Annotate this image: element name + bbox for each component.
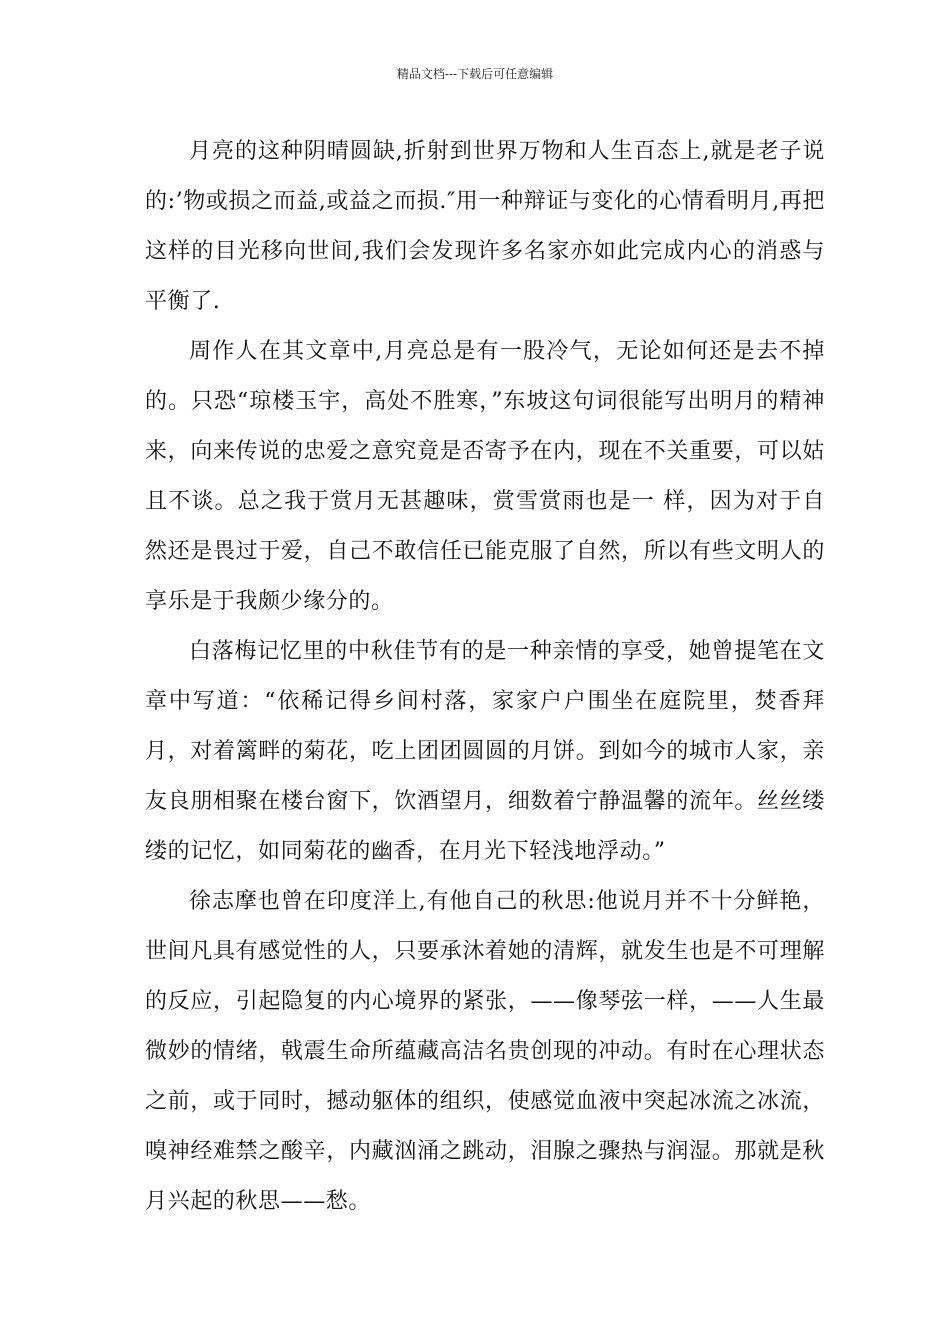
document-body (145, 127, 825, 1227)
paragraph-3: 白落梅记忆里的中秋佳节有的是一种亲情的享受，她曾提笔在文章中写道：“依稀记得乡间村落，家家户户围坐在庭院里，焚香拜月，对着篱畔的菊花，吃上团团圆圆的月饼。到如今的城市人家，亲友良朋相聚在楼台窗下，饮酒望月，细数着宁静温馨的流年。丝丝缕缕的记忆，如同菊花的幽香，在月光下轻浅地浮动。” (145, 639, 825, 864)
page-header: 精品文档---下载后可任意编辑 (396, 67, 554, 81)
paragraph-1: 月亮的这种阴晴圆缺,折射到世界万物和人生百态上,就是老子说的:’物或损之而益,或益之而损.″用一种辩证与变化的心情看明月,再把这样的目光移向世间,我们会发现许多名家亦如此完成内心的消惑与平衡了. (145, 139, 826, 314)
paragraph-4: 徐志摩也曾在印度洋上,有他自己的秋思:他说月并不十分鲜艳，世间凡具有感觉性的人，只要承沐着她的清辉，就发生也是不可理解的反应，引起隐复的内心境界的紧张，——像琴弦一样，——人生最微妙的情绪，戟震生命所蕴藏高洁名贵创现的冲动。有时在心理状态之前，或于同时，撼动躯体的组织，使感觉血液中突起冰流之冰流，嗅神经难禁之酸辛，内藏汹涌之跳动，泪腺之骤热与润湿。那就是秋月兴起的秋思——愁。 (145, 889, 825, 1214)
paragraph-2: 周作人在其文章中,月亮总是有一股冷气，无论如何还是去不掉的。只恐“琼楼玉宇，高处不胜寒，”东坡这句词很能写出明月的精神来，向来传说的忠爱之意究竟是否寄予在内，现在不关重要，可以姑且不谈。总之我于赏月无甚趣味，赏雪赏雨也是一 样，因为对于自然还是畏过于爱，自己不敢信任已能克服了自然，所以有些文明人的享乐是于我颇少缘分的。 (145, 339, 825, 614)
